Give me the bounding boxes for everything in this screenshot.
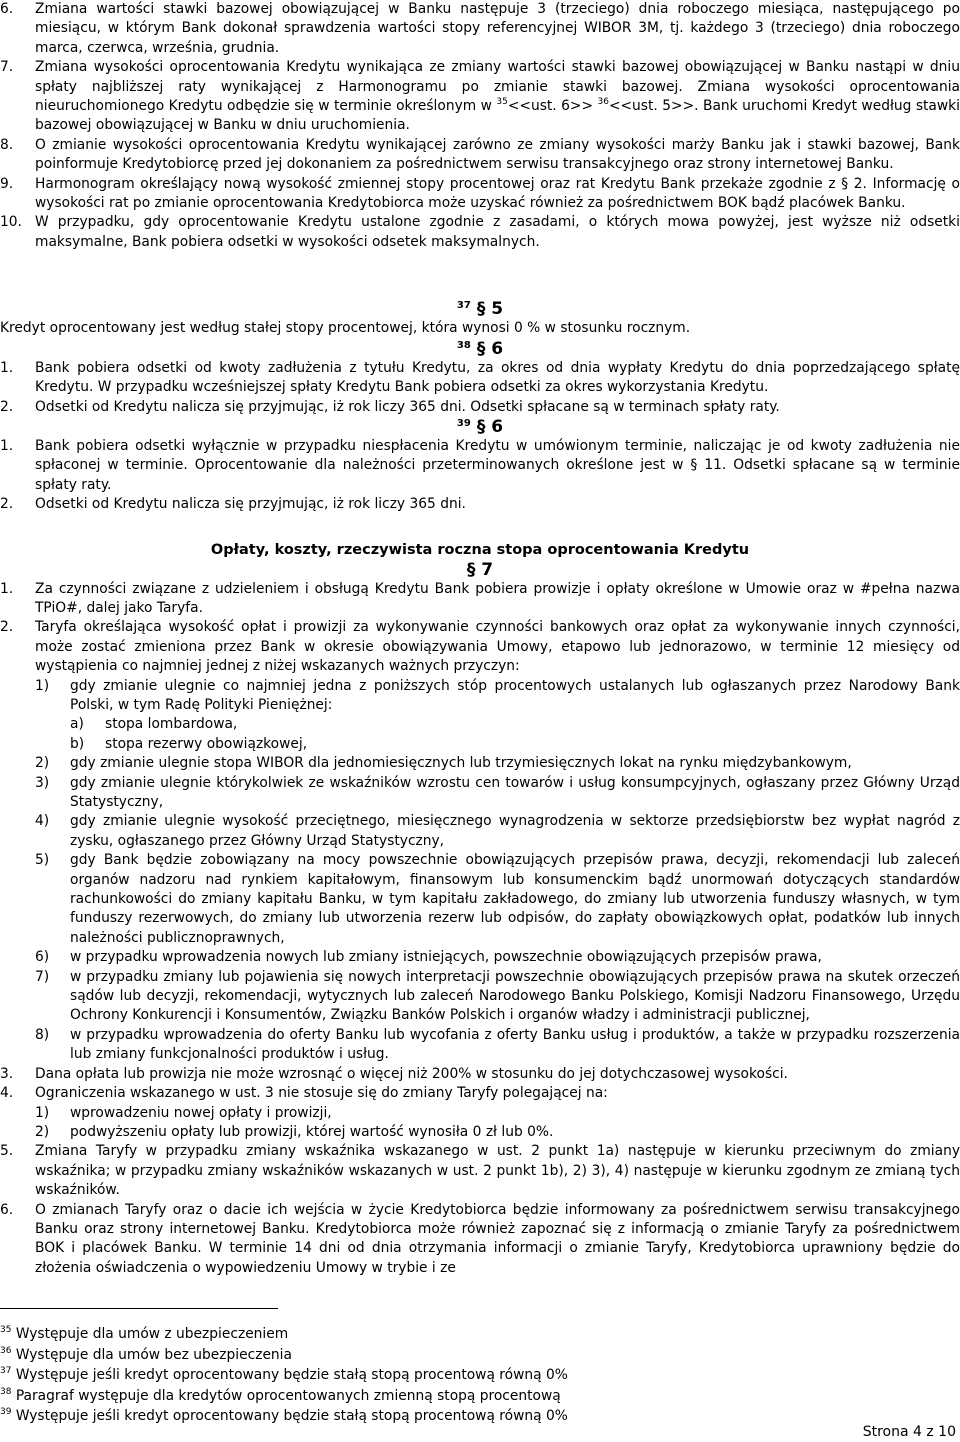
item-text: Bank pobiera odsetki od kwoty zadłużenia z tytułu Kredytu, za okres od dnia wypłaty Kredytu do dnia poprzedzającego spłatę Kredytu. W przypadku wcześniejszej spłaty Kredytu Bank pobiera odsetki za okres wykorzystania Kredytu. (35, 359, 960, 396)
item-text: O zmianie wysokości oprocentowania Kredytu wynikającej zarówno ze zmiany wysokości marży Banku jak i stawki bazowej, Bank poinformuje Kredytobiorcę przed jej dokonaniem za pośrednictwem serwisu transakcyjnego oraz strony internetowej Banku. (35, 136, 960, 173)
list-item (0, 175, 960, 214)
section-sign (0, 560, 960, 580)
item-text: gdy zmianie ulegnie stopa WIBOR dla jednomiesięcznych lub trzymiesięcznych lokat na rynku międzybankowym, (70, 755, 852, 772)
item-number: 6. (0, 1, 14, 17)
item-letter: b) (70, 735, 85, 752)
footnote-number: 36 (0, 1345, 12, 1356)
sub-list-item (0, 774, 960, 813)
item-text: W przypadku, gdy oprocentowanie Kredytu ustalone zgodnie z zasadami, o których mowa powyżej, jest wyższe niż odsetki maksymalne, Bank pobiera odsetki w wysokości odsetek maksymalnych. (35, 214, 960, 250)
section-heading: Opłaty, koszty, rzeczywista roczna stopa oprocentowania Kredytu (210, 541, 750, 558)
sub-list-item (0, 812, 960, 851)
item-number: 7) (35, 968, 50, 985)
item-text-part: <<ust. 6>> (507, 98, 598, 115)
item-number: 1. (0, 580, 14, 597)
section-sign (0, 299, 960, 319)
item-number: 5) (35, 852, 50, 869)
item-text: w przypadku wprowadzenia do oferty Banku lub wycofania z oferty Banku usług i produktów, a także w przypadku rozszerzenia lub zmiany funkcjonalności produktów i usług. (70, 1026, 960, 1063)
item-text: gdy zmianie ulegnie wysokość przeciętnego, miesięcznego wynagrodzenia w sektorze przedsiębiorstw bez wypłat nagród z zysku, ogłaszanego przez Główny Urząd Statystyczny, (70, 813, 960, 849)
item-text: Za czynności związane z udzieleniem i obsługą Kredytu Bank pobiera prowizje i opłaty określone w Umowie oraz w #pełna nazwa TPiO#, dalej jako Taryfa. (35, 580, 960, 616)
list-item (0, 1201, 960, 1279)
list-item (0, 618, 960, 676)
footnote-number: 39 (0, 1407, 12, 1417)
item-number: 2. (0, 398, 14, 415)
item-number: 3) (35, 774, 50, 791)
item-text: stopa lombardowa, (105, 716, 238, 733)
section-number: § 6 (476, 416, 504, 437)
item-number: 2. (0, 496, 14, 513)
footnote (0, 1324, 900, 1345)
item-text: Dana opłata lub prowizja nie może wzrosnąć o więcej niż 200% w stosunku do jej dotychczasowej wysokości. (35, 1065, 788, 1082)
footnote-number: 35 (0, 1325, 12, 1335)
item-text: O zmianach Taryfy oraz o dacie ich wejścia w życie Kredytobiorca będzie informowany za pośrednictwem serwisu transakcyjnego Banku oraz strony internetowej Banku. Kredytobiorca może również zapoznać się z informacją o zmianie Taryfy za pośrednictwem BOK i placówek Banku. W terminie 14 dni od dnia otrzymania informacji o zmianie Taryfy, Kredytobiorca uprawniony będzie do złożenia oświadczenia o wypowiedzeniu Umowy w trybie i ze (35, 1201, 960, 1276)
item-number: 2) (35, 755, 50, 772)
section-number: § 5 (476, 299, 504, 320)
list-item (0, 1065, 960, 1084)
footnote (0, 1365, 900, 1386)
item-letter: a) (70, 716, 84, 733)
list-item (0, 437, 960, 495)
item-number: 4) (35, 813, 50, 830)
item-number: 3. (0, 1065, 14, 1082)
footnote-separator (0, 1308, 278, 1309)
list-item (0, 580, 960, 619)
sub-list-item (0, 948, 960, 967)
item-number: 1. (0, 437, 14, 454)
item-text: stopa rezerwy obowiązkowej, (105, 735, 308, 752)
section-number: § 6 (476, 338, 504, 359)
sub-list-item (0, 851, 960, 948)
item-text: Taryfa określająca wysokość opłat i prowizji za wykonywanie czynności bankowych oraz opłat za wykonywanie innych czynności, może zostać zmieniona przez Bank w okresie obowiązywania Umowy, etapowo lub jednorazowo, w terminie 12 miesięcy od wystąpienia co najmniej jednej z niżej wskazanych ważnych przyczyn: (35, 619, 960, 675)
footnote (0, 1406, 900, 1427)
item-number: 9. (0, 175, 14, 192)
sub-list-item (0, 754, 960, 773)
item-number: 6. (0, 1201, 14, 1218)
paragraph: Kredyt oprocentowany jest według stałej stopy procentowej, która wynosi 0 % w stosunku rocznym. (0, 320, 691, 337)
footnote-number: 38 (0, 1386, 12, 1397)
section-sign (0, 339, 960, 359)
item-text: Harmonogram określający nową wysokość zmiennej stopy procentowej oraz rat Kredytu Bank przekaże zgodnie z § 2. Informację o wysokości rat po zmianie oprocentowania Kredytobiorca może uzyskać również za pośrednictwem BOK bądź placówek Banku. (35, 175, 960, 212)
footnote-text: Występuje dla umów bez ubezpieczenia (15, 1346, 292, 1363)
footnote-ref: 36 (597, 97, 609, 108)
section-sign (0, 417, 960, 437)
footnote-ref: 35 (496, 97, 508, 108)
list-item (0, 1142, 960, 1200)
item-number: 5. (0, 1143, 14, 1160)
list-item (0, 1084, 960, 1103)
footnote-text: Występuje jeśli kredyt oprocentowany będzie stałą stopą procentową równą 0% (15, 1408, 568, 1424)
footnote-ref: 38 (456, 339, 471, 351)
item-text: w przypadku wprowadzenia nowych lub zmiany istniejących, powszechnie obowiązujących przepisów prawa, (70, 949, 822, 966)
item-number: 1) (35, 677, 50, 694)
item-number: 4. (0, 1085, 14, 1102)
item-text: gdy zmianie ulegnie co najmniej jedna z poniższych stóp procentowych ustalanych lub ogłaszanych przez Narodowy Bank Polski, w tym Radę Polityki Pieniężnej: (70, 677, 960, 713)
list-item (0, 136, 960, 175)
sub-list-item (0, 1104, 960, 1123)
sub-sub-list-item (0, 715, 960, 734)
item-number: 8. (0, 136, 14, 153)
footnote-number: 37 (0, 1366, 12, 1376)
footnote-text: Występuje dla umów z ubezpieczeniem (15, 1326, 289, 1342)
sub-sub-list-item (0, 735, 960, 754)
item-text: Bank pobiera odsetki wyłącznie w przypadku niespłacenia Kredytu w umówionym terminie, naliczając je od kwoty zadłużenia nie spłaconej w terminie. Oprocentowanie dla należności przeterminowanych określone jest w § 11. Odsetki spłacane są w terminie spłaty raty. (35, 437, 960, 493)
footnote-ref: 39 (456, 417, 471, 429)
list-item (0, 213, 960, 252)
item-text: Ograniczenia wskazanego w ust. 3 nie stosuje się do zmiany Taryfy polegającej na: (35, 1085, 608, 1102)
section-number: § 7 (466, 559, 494, 580)
item-number: 2. (0, 619, 14, 636)
list-item (0, 495, 960, 514)
item-text-part: Zmiana wysokości oprocentowania Kredytu wynikająca ze zmiany wartości stawki bazowej obowiązującej w Banku nastąpi w dniu spłaty najbliższej raty wynikającej z Harmonogramu po zmianie stawki bazowej. Zmiana wysokości oprocentowania nieuruchomionego Kredytu odbędzie się w terminie określonym w (35, 59, 960, 115)
item-text: Odsetki od Kredytu nalicza się przyjmując, iż rok liczy 365 dni. (35, 496, 466, 513)
list-item (0, 398, 960, 417)
item-number: 2) (35, 1123, 50, 1140)
page-number: Strona 4 z 10 (862, 1424, 956, 1440)
item-number: 7. (0, 59, 14, 76)
item-number: 8) (35, 1026, 50, 1043)
item-number: 1) (35, 1104, 50, 1121)
sub-list-item (0, 1026, 960, 1065)
sub-list-item (0, 677, 960, 716)
item-text: Zmiana Taryfy w przypadku zmiany wskaźnika wskazanego w ust. 2 punkt 1a) następuje w kierunku przeciwnym do zmiany wskaźnika; w przypadku zmiany wskaźników wskazanych w ust. 2 punkt 1b), 2) 3), 4) następuje w kierunku zgodnym ze zmianą tych wskaźników. (35, 1143, 960, 1199)
footnotes (0, 1324, 900, 1427)
item-text: Zmiana wartości stawki bazowej obowiązującej w Banku następuje 3 (trzeciego) dnia roboczego miesiąca, następującego po miesiącu, w którym Bank dokonał sprawdzenia wartości stopy referencyjnej WIBOR 3M, tj. każdego 3 (trzeciego) dnia roboczego marca, czerwca, września, grudnia. (35, 1, 960, 56)
item-text: wprowadzeniu nowej opłaty i prowizji, (70, 1104, 332, 1121)
item-text: Odsetki od Kredytu nalicza się przyjmując, iż rok liczy 365 dni. Odsetki spłacane są w terminach spłaty raty. (35, 398, 780, 415)
footnote-text: Występuje jeśli kredyt oprocentowany będzie stałą stopą procentową równą 0% (15, 1367, 568, 1383)
list-item (0, 58, 960, 136)
list-item (0, 359, 960, 398)
item-text-part: <<ust. 5>>. Bank uruchomi Kredyt według stawki bazowej obowiązującej w Banku w dniu uruchomienia. (35, 98, 960, 134)
footnote-ref: 37 (456, 300, 471, 312)
footnote (0, 1345, 900, 1366)
item-text: w przypadku zmiany lub pojawienia się nowych interpretacji powszechnie obowiązujących przepisów prawa na skutek orzeczeń sądów lub decyzji, rekomendacji, wytycznych lub zaleceń Narodowego Banku Polskiego, Komisji Nadzoru Finansowego, Urzędu Ochrony Konkurencji i Konsumentów, Związku Banków Polskich i organów władzy i administracji publicznej, (70, 968, 960, 1024)
sub-list-item (0, 1123, 960, 1142)
sub-list-item (0, 968, 960, 1026)
item-number: 6) (35, 949, 50, 966)
footnote-text: Paragraf występuje dla kredytów oprocentowanych zmienną stopą procentową (15, 1387, 561, 1404)
footnote (0, 1386, 900, 1407)
item-number: 1. (0, 359, 14, 376)
item-text: gdy Bank będzie zobowiązany na mocy powszechnie obowiązujących przepisów prawa, decyzji, rekomendacji lub zaleceń organów nadzoru nad rynkiem kapitałowym, finansowym lub konsumenckim bądź unormowań dotyczących standardów rachunkowości do zmiany kapitału Banku, w tym kapitału zakładowego, do zmiany lub utworzenia funduszy własnych, w tym funduszy rezerwowych, do zmiany lub utworzenia rezerw lub odpisów, do zapłaty obowiązkowych opłat, podatków lub innych należności publicznoprawnych, (70, 852, 960, 946)
item-text: podwyższeniu opłaty lub prowizji, której wartość wynosiła 0 zł lub 0%. (70, 1123, 554, 1140)
list-item (0, 0, 960, 58)
item-number: 10. (0, 214, 22, 231)
item-text: gdy zmianie ulegnie którykolwiek ze wskaźników wzrostu cen towarów i usług konsumpcyjnych, ogłaszany przez Główny Urząd Statystyczny, (70, 774, 960, 810)
